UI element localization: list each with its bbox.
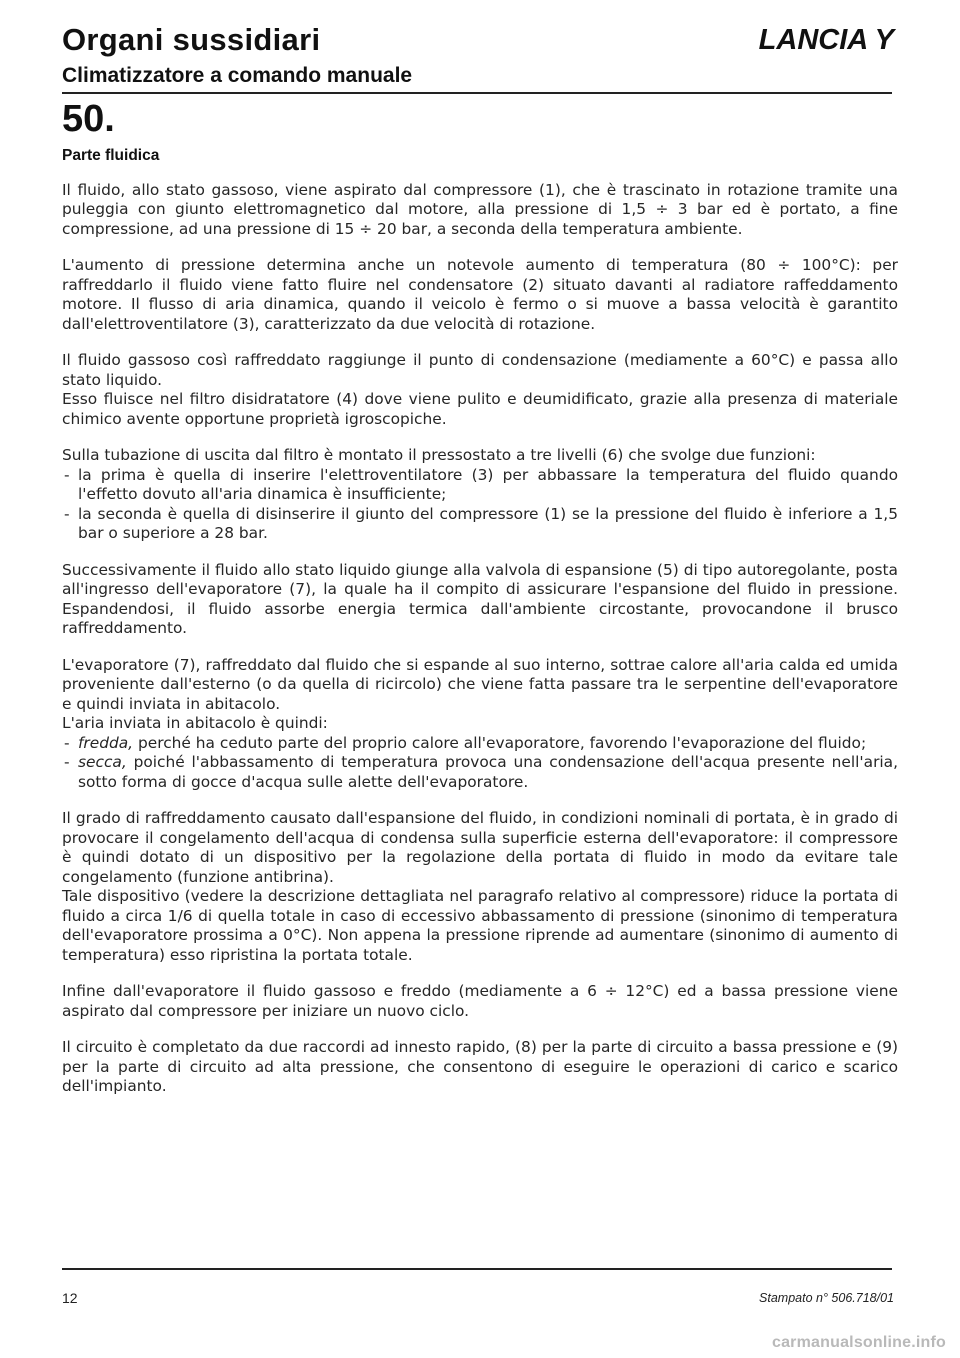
emphasis-text: secca, bbox=[78, 753, 127, 771]
list-item-text: perché ha ceduto parte del proprio calore all'evaporatore, favorendo l'evaporazione del fluido; bbox=[133, 733, 867, 752]
paragraph-line: Il fluido gassoso così raffreddato raggiunge il punto di condensazione (mediamente a 60°C) e passa allo stato liquido. bbox=[62, 351, 898, 389]
paragraph-line: L'aria inviata in abitacolo è quindi: bbox=[62, 714, 328, 732]
paragraph-connectors: Il circuito è completato da due raccordi ad innesto rapido, (8) per la parte di circuito a bassa pressione e (9) per la parte di circuito ad alta pressione, che consentono di eseguire le operazioni di carico e scarico dell'impianto. bbox=[62, 1038, 898, 1095]
paragraph-cycle: Infine dall'evaporatore il fluido gassoso e freddo (mediamente a 6 ÷ 12°C) ed a bassa pressione viene aspirato dal compressore per iniziare un nuovo ciclo. bbox=[62, 982, 898, 1020]
watermark: carmanualsonline.info bbox=[771, 1334, 946, 1351]
list-item: - la prima è quella di inserire l'elettroventilatore (3) per abbassare la temperatura del fluido quando l'effetto dovuto all'aria dinamica è insufficiente; bbox=[62, 466, 898, 505]
page-number: 12 bbox=[62, 1290, 78, 1306]
header-divider bbox=[62, 92, 892, 94]
paragraph-line: Il grado di raffreddamento causato dall'espansione del fluido, in condizioni nominali di portata, è in grado di provocare il congelamento dell'acqua di condensa sulla superficie esterna dell'evaporatore: il compressore è quindi dotato di un dispositivo per la regolazione della portata di fluido in modo da evitare tale congelamento (funzione antibrina). bbox=[62, 809, 898, 886]
page-subtitle: Climatizzatore a comando manuale bbox=[62, 64, 413, 87]
function-list bbox=[62, 466, 898, 544]
list-item bbox=[62, 753, 898, 792]
paragraph-expansion-valve: Successivamente il fluido allo stato liquido giunge alla valvola di espansione (5) di tipo autoregolante, posta all'ingresso dell'evaporatore (7), la quale ha il compito di assicurare l'espansione del fluido in pressione. Espandendosi, il fluido assorbe energia termica dall'ambiente circostante, provocandone il brusco raffreddamento. bbox=[62, 560, 898, 637]
list-item-text: poiché l'abbassamento di temperatura provoca una condensazione dell'acqua presente nell'aria, sotto forma di gocce d'acqua sulle alette dell'evaporatore. bbox=[78, 753, 898, 791]
emphasis-text: fredda, bbox=[78, 733, 134, 752]
brand-label: LANCIA Y bbox=[758, 24, 894, 56]
list-item bbox=[62, 734, 898, 754]
paragraph-line: Esso fluisce nel filtro disidratatore (4) dove viene pulito e deumidificato, grazie alla presenza di materiale chimico avente opportune proprietà igroscopiche. bbox=[62, 390, 898, 428]
paragraph-line: L'evaporatore (7), raffreddato dal fluido che si espande al suo interno, sottrae calore all'aria calda ed umida proveniente dall'esterno (o da quella di ricircolo) che viene fatta passare tra le serpentine dell'evaporatore e quindi inviata in abitacolo. bbox=[62, 655, 898, 713]
section-number: 50. bbox=[62, 98, 115, 140]
paragraph-pressure-switch bbox=[62, 446, 898, 544]
document-body bbox=[62, 146, 898, 1114]
paragraph-antifrost bbox=[62, 809, 898, 965]
paragraph-line: Tale dispositivo (vedere la descrizione dettagliata nel paragrafo relativo al compressore) riduce la portata di fluido a circa 1/6 di quella totale in caso di eccessivo abbassamento di pressione (sinonimo di temperatura dell'evaporatore prossima a 0°C). Non appena la pressione riprende ad aumentare (sinonimo di aumento di temperatura) esso ripristina la portata totale. bbox=[62, 887, 898, 964]
air-properties-list bbox=[62, 734, 898, 793]
paragraph-condensation bbox=[62, 351, 898, 429]
footer-divider bbox=[62, 1268, 892, 1270]
page-title: Organi sussidiari bbox=[62, 22, 321, 57]
section-heading: Parte fluidica bbox=[62, 147, 160, 164]
print-code: Stampato n° 506.718/01 bbox=[759, 1291, 894, 1305]
paragraph-line: Sulla tubazione di uscita dal filtro è montato il pressostato a tre livelli (6) che svolge due funzioni: bbox=[62, 446, 816, 464]
paragraph-evaporator bbox=[62, 656, 898, 793]
list-item: - la seconda è quella di disinserire il giunto del compressore (1) se la pressione del fluido è inferiore a 1,5 bar o superiore a 28 bar. bbox=[62, 505, 898, 544]
paragraph-condenser: L'aumento di pressione determina anche un notevole aumento di temperatura (80 ÷ 100°C): per raffreddarlo il fluido viene fatto fluire nel condensatore (2) situato davanti al radiatore raffeddamento motore. Il flusso di aria dinamica, quando il veicolo è fermo o si muove a bassa velocità è garantito dall'elettroventilatore (3), caratterizzato da due velocità di rotazione. bbox=[62, 256, 898, 333]
paragraph-compressor: Il fluido, allo stato gassoso, viene aspirato dal compressore (1), che è trascinato in rotazione tramite una puleggia con giunto elettromagnetico dal motore, alla pressione di 1,5 ÷ 3 bar ed è portato, a fine compressione, ad una pressione di 15 ÷ 20 bar, a seconda della temperatura ambiente. bbox=[62, 180, 898, 238]
